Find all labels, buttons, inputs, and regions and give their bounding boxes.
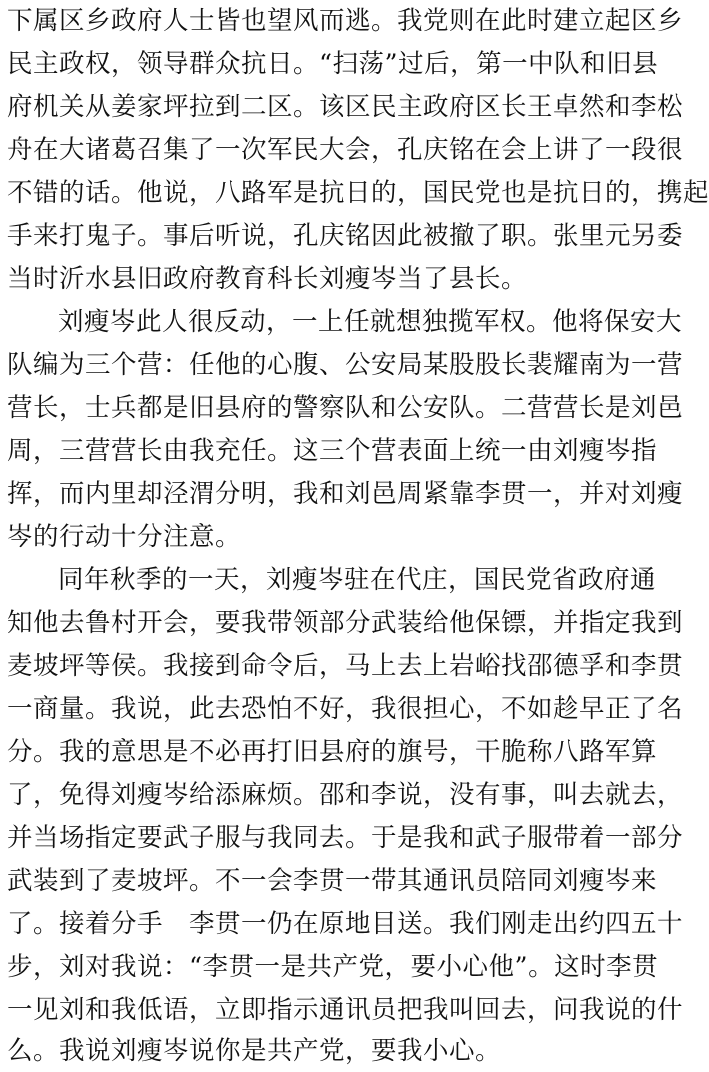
text-line: 并当场指定要武子服与我同去。于是我和武子服带着一部分 <box>7 823 684 853</box>
text-line: 周，三营营长由我充任。这三个营表面上统一由刘瘦岑指 <box>7 436 658 466</box>
text-line: 当时沂水县旧政府教育科长刘瘦岑当了县长。 <box>7 264 528 294</box>
text-line: 武装到了麦坡坪。不一会李贯一带其通讯员陪同刘瘦岑来 <box>7 866 658 896</box>
text-line: 了，免得刘瘦岑给添麻烦。邵和李说，没有事，叫去就去， <box>7 780 684 810</box>
text-line: 民主政权，领导群众抗日。“扫荡”过后，第一中队和旧县 <box>7 49 659 79</box>
text-line: 一商量。我说，此去恐怕不好，我很担心，不如趁早正了名 <box>7 694 684 724</box>
text-line: 营长，士兵都是旧县府的警察队和公安队。二营营长是刘邑 <box>7 393 684 423</box>
text-line: 下属区乡政府人士皆也望风而逃。我党则在此时建立起区乡 <box>7 6 684 36</box>
paragraph-first-line: 刘瘦岑此人很反动，一上任就想独揽军权。他将保安大 <box>58 307 683 337</box>
text-line: 队编为三个营：任他的心腹、公安局某股股长裴耀南为一营 <box>7 350 684 380</box>
text-line: 分。我的意思是不必再打旧县府的旗号，干脆称八路军算 <box>7 737 658 767</box>
text-line: 岑的行动十分注意。 <box>7 522 242 552</box>
text-line: 不错的话。他说，八路军是抗日的，国民党也是抗日的，携起 <box>7 178 709 208</box>
paragraph-first-line: 同年秋季的一天，刘瘦岑驻在代庄，国民党省政府通 <box>58 565 657 595</box>
text-line: 么。我说刘瘦岑说你是共产党，要我小心。 <box>7 1036 502 1066</box>
text-line: 麦坡坪等侯。我接到命令后，马上去上岩峪找邵德孚和李贯 <box>7 651 684 681</box>
text-line: 手来打鬼子。事后听说，孔庆铭因此被撤了职。张里元另委 <box>7 221 684 251</box>
text-line: 步，刘对我说：“李贯一是共产党，要小心他”。这时李贯 <box>7 952 659 982</box>
text-line: 舟在大诸葛召集了一次军民大会，孔庆铭在会上讲了一段很 <box>7 135 684 165</box>
text-line: 一见刘和我低语，立即指示通讯员把我叫回去，问我说的什 <box>7 995 684 1025</box>
text-line: 府机关从姜家坪拉到二区。该区民主政府区长王卓然和李松 <box>7 92 684 122</box>
text-line: 挥，而内里却泾渭分明，我和刘邑周紧靠李贯一，并对刘瘦 <box>7 479 684 509</box>
text-line: 知他去鲁村开会，要我带领部分武装给他保镖，并指定我到 <box>7 608 684 638</box>
text-line: 了。接着分手 李贯一仍在原地目送。我们刚走出约四五十 <box>7 909 684 939</box>
